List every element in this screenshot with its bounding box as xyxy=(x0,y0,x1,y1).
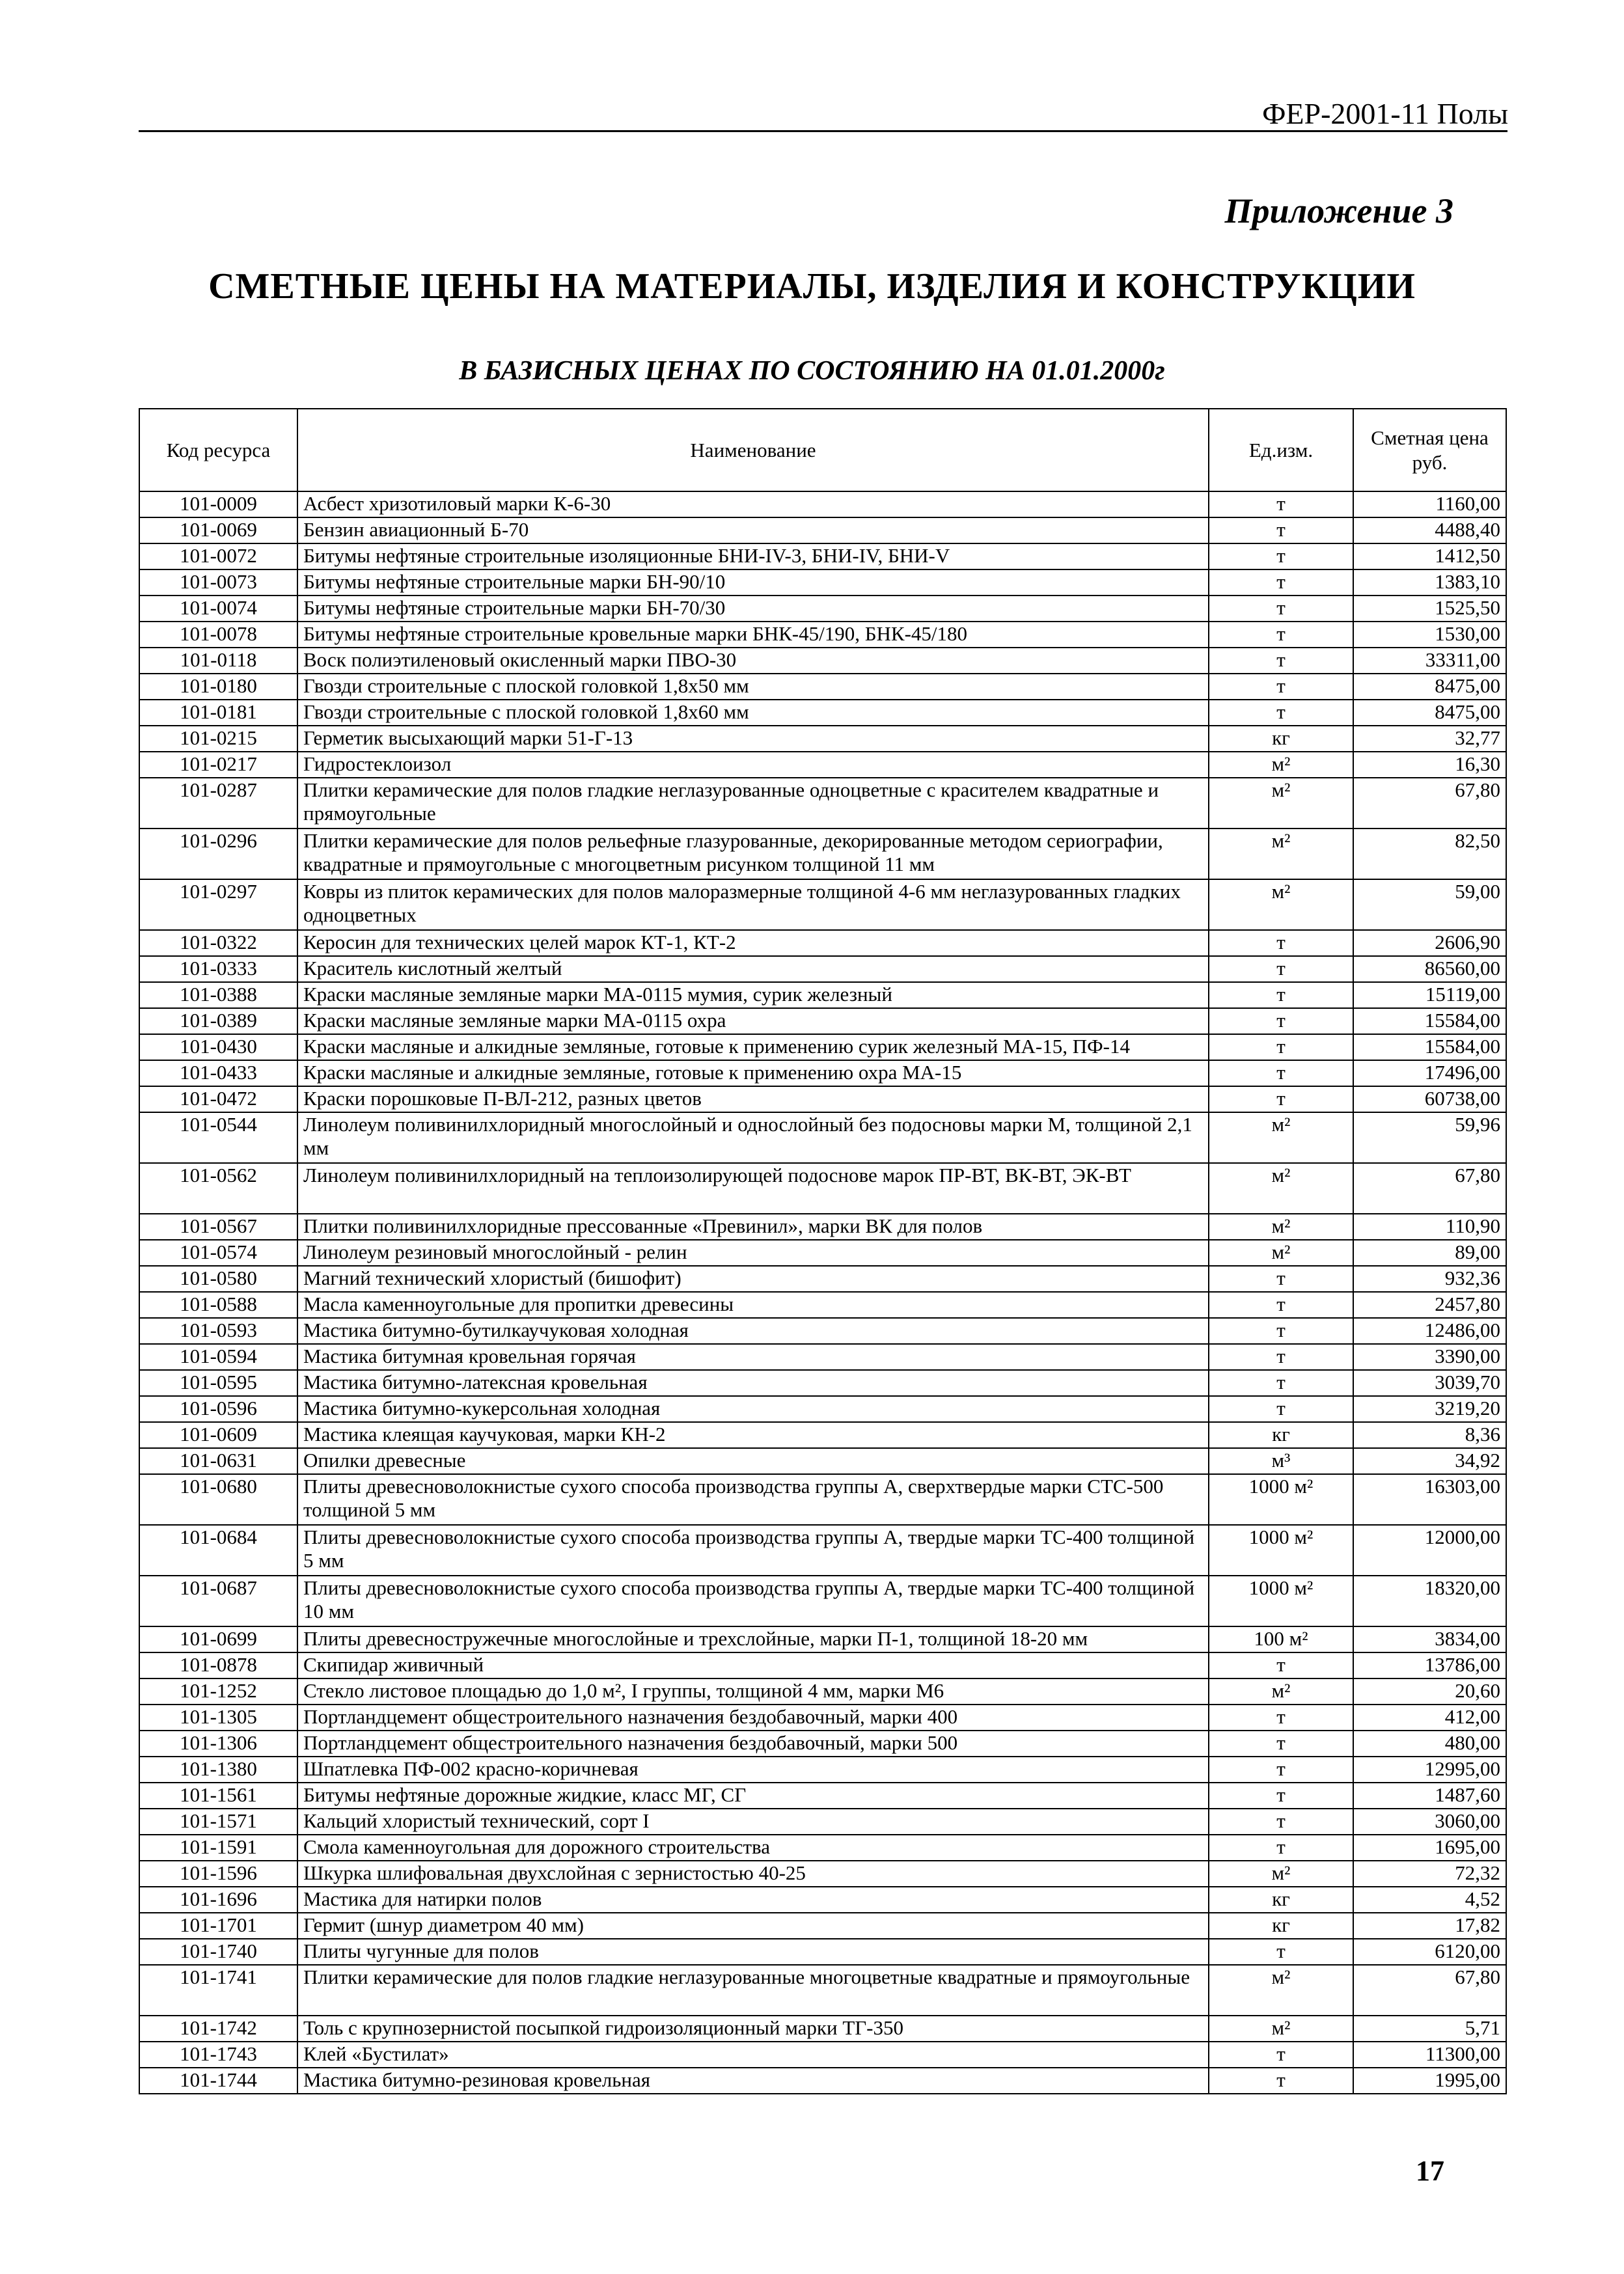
column-header-price: Сметная цена руб. xyxy=(1353,409,1506,491)
resource-code-cell: 101-1380 xyxy=(139,1757,297,1783)
table-row xyxy=(139,1887,1506,1913)
resource-code-cell: 101-1741 xyxy=(139,1965,297,2016)
resource-name-cell: Герметик высыхающий марки 51-Г-13 xyxy=(297,726,1209,752)
resource-name-cell: Линолеум поливинилхлоридный многослойный и однослойный без подосновы марки М, толщиной 2,1 мм xyxy=(297,1112,1209,1163)
resource-name-cell: Краски порошковые П-ВЛ-212, разных цветов xyxy=(297,1086,1209,1112)
unit-cell: т xyxy=(1209,700,1353,726)
resource-name-cell: Плиты древесноволокнистые сухого способа производства группы А, твердые марки ТС-400 толщиной 5 мм xyxy=(297,1525,1209,1576)
resource-name-cell: Гермит (шнур диаметром 40 мм) xyxy=(297,1913,1209,1939)
resource-name-cell: Ковры из плиток керамических для полов малоразмерные толщиной 4-6 мм неглазурованных гладких одноцветных xyxy=(297,879,1209,930)
resource-code-cell: 101-0118 xyxy=(139,648,297,674)
resource-code-cell: 101-0699 xyxy=(139,1626,297,1652)
unit-cell: т xyxy=(1209,1939,1353,1965)
unit-cell: т xyxy=(1209,543,1353,569)
unit-cell: т xyxy=(1209,1060,1353,1086)
unit-cell: т xyxy=(1209,1705,1353,1731)
table-row xyxy=(139,1266,1506,1292)
resource-code-cell: 101-1306 xyxy=(139,1731,297,1757)
price-cell: 1695,00 xyxy=(1353,1835,1506,1861)
table-row xyxy=(139,1112,1506,1163)
price-cell: 932,36 xyxy=(1353,1266,1506,1292)
price-cell: 1412,50 xyxy=(1353,543,1506,569)
table-row xyxy=(139,1060,1506,1086)
table-row xyxy=(139,1626,1506,1652)
resource-name-cell: Бензин авиационный Б-70 xyxy=(297,517,1209,543)
unit-cell: кг xyxy=(1209,726,1353,752)
resource-name-cell: Магний технический хлористый (бишофит) xyxy=(297,1266,1209,1292)
unit-cell: т xyxy=(1209,1344,1353,1370)
resource-name-cell: Битумы нефтяные дорожные жидкие, класс МГ, СГ xyxy=(297,1783,1209,1809)
price-cell: 3834,00 xyxy=(1353,1626,1506,1652)
table-row xyxy=(139,1318,1506,1344)
resource-name-cell: Плиты чугунные для полов xyxy=(297,1939,1209,1965)
resource-code-cell: 101-1740 xyxy=(139,1939,297,1965)
resource-name-cell: Битумы нефтяные строительные изоляционные БНИ-IV-3, БНИ-IV, БНИ-V xyxy=(297,543,1209,569)
resource-name-cell: Краски масляные и алкидные земляные, готовые к применению охра МА-15 xyxy=(297,1060,1209,1086)
price-cell: 67,80 xyxy=(1353,1163,1506,1214)
resource-code-cell: 101-0322 xyxy=(139,930,297,956)
column-header-unit: Ед.изм. xyxy=(1209,409,1353,491)
table-row xyxy=(139,1939,1506,1965)
table-row xyxy=(139,2068,1506,2094)
resource-code-cell: 101-0680 xyxy=(139,1474,297,1525)
resource-name-cell: Битумы нефтяные строительные марки БН-90/10 xyxy=(297,569,1209,596)
resource-name-cell: Краситель кислотный желтый xyxy=(297,956,1209,982)
price-cell: 20,60 xyxy=(1353,1678,1506,1705)
resource-code-cell: 101-0609 xyxy=(139,1422,297,1448)
price-cell: 4488,40 xyxy=(1353,517,1506,543)
price-cell: 13786,00 xyxy=(1353,1652,1506,1678)
unit-cell: 1000 м² xyxy=(1209,1525,1353,1576)
unit-cell: т xyxy=(1209,648,1353,674)
price-cell: 15584,00 xyxy=(1353,1034,1506,1060)
price-cell: 67,80 xyxy=(1353,778,1506,829)
unit-cell: т xyxy=(1209,622,1353,648)
table-row xyxy=(139,1292,1506,1318)
unit-cell: т xyxy=(1209,569,1353,596)
resource-name-cell: Мастика битумно-резиновая кровельная xyxy=(297,2068,1209,2094)
resource-code-cell: 101-0181 xyxy=(139,700,297,726)
unit-cell: т xyxy=(1209,1731,1353,1757)
resource-name-cell: Асбест хризотиловый марки К-6-30 xyxy=(297,491,1209,517)
resource-name-cell: Плитки керамические для полов гладкие неглазурованные многоцветные квадратные и прямоугольные xyxy=(297,1965,1209,2016)
resource-name-cell: Краски масляные земляные марки МА-0115 мумия, сурик железный xyxy=(297,982,1209,1008)
price-cell: 15119,00 xyxy=(1353,982,1506,1008)
resource-code-cell: 101-0430 xyxy=(139,1034,297,1060)
price-cell: 1160,00 xyxy=(1353,491,1506,517)
table-row xyxy=(139,1783,1506,1809)
unit-cell: т xyxy=(1209,982,1353,1008)
resource-name-cell: Стекло листовое площадью до 1,0 м², I группы, толщиной 4 мм, марки М6 xyxy=(297,1678,1209,1705)
unit-cell: т xyxy=(1209,1266,1353,1292)
resource-name-cell: Мастика клеящая каучуковая, марки КН-2 xyxy=(297,1422,1209,1448)
price-cell: 2606,90 xyxy=(1353,930,1506,956)
unit-cell: т xyxy=(1209,1809,1353,1835)
price-cell: 2457,80 xyxy=(1353,1292,1506,1318)
resource-name-cell: Мастика битумная кровельная горячая xyxy=(297,1344,1209,1370)
column-header-name: Наименование xyxy=(297,409,1209,491)
appendix-label: Приложение 3 xyxy=(1224,191,1453,230)
resource-name-cell: Гидростеклоизол xyxy=(297,752,1209,778)
price-cell: 412,00 xyxy=(1353,1705,1506,1731)
resource-code-cell: 101-1742 xyxy=(139,2016,297,2042)
resource-code-cell: 101-0296 xyxy=(139,829,297,879)
table-row xyxy=(139,1576,1506,1626)
resource-code-cell: 101-0287 xyxy=(139,778,297,829)
table-row xyxy=(139,1034,1506,1060)
price-cell: 1995,00 xyxy=(1353,2068,1506,2094)
resource-code-cell: 101-1561 xyxy=(139,1783,297,1809)
resource-code-cell: 101-0580 xyxy=(139,1266,297,1292)
resource-code-cell: 101-0072 xyxy=(139,543,297,569)
price-cell: 6120,00 xyxy=(1353,1939,1506,1965)
resource-code-cell: 101-0217 xyxy=(139,752,297,778)
price-cell: 3060,00 xyxy=(1353,1809,1506,1835)
unit-cell: 1000 м² xyxy=(1209,1576,1353,1626)
resource-name-cell: Краски масляные и алкидные земляные, готовые к применению сурик железный МА-15, ПФ-14 xyxy=(297,1034,1209,1060)
resource-code-cell: 101-0593 xyxy=(139,1318,297,1344)
unit-cell: м³ xyxy=(1209,1448,1353,1474)
price-cell: 12000,00 xyxy=(1353,1525,1506,1576)
price-cell: 16303,00 xyxy=(1353,1474,1506,1525)
unit-cell: т xyxy=(1209,1652,1353,1678)
table-row xyxy=(139,1861,1506,1887)
price-cell: 67,80 xyxy=(1353,1965,1506,2016)
unit-cell: м² xyxy=(1209,1163,1353,1214)
resource-name-cell: Плиты древесноволокнистые сухого способа производства группы А, твердые марки ТС-400 толщиной 10 мм xyxy=(297,1576,1209,1626)
table-row xyxy=(139,1835,1506,1861)
price-cell: 12486,00 xyxy=(1353,1318,1506,1344)
unit-cell: 1000 м² xyxy=(1209,1474,1353,1525)
price-cell: 60738,00 xyxy=(1353,1086,1506,1112)
resource-code-cell: 101-0180 xyxy=(139,674,297,700)
resource-name-cell: Плитки керамические для полов рельефные глазурованные, декорированные методом сериографии, квадратные и прямоугольные с многоцветным рисунком толщиной 11 мм xyxy=(297,829,1209,879)
table-row xyxy=(139,982,1506,1008)
resource-name-cell: Плиты древесноволокнистые сухого способа производства группы А, сверхтвердые марки СТС-500 толщиной 5 мм xyxy=(297,1474,1209,1525)
table-header-row xyxy=(139,409,1506,491)
resource-code-cell: 101-0333 xyxy=(139,956,297,982)
resource-name-cell: Гвозди строительные с плоской головкой 1,8х60 мм xyxy=(297,700,1209,726)
resource-code-cell: 101-0684 xyxy=(139,1525,297,1576)
price-cell: 86560,00 xyxy=(1353,956,1506,982)
resource-code-cell: 101-0574 xyxy=(139,1240,297,1266)
table-row xyxy=(139,491,1506,517)
resource-name-cell: Мастика битумно-латексная кровельная xyxy=(297,1370,1209,1396)
resource-code-cell: 101-0588 xyxy=(139,1292,297,1318)
resource-code-cell: 101-0544 xyxy=(139,1112,297,1163)
price-cell: 5,71 xyxy=(1353,2016,1506,2042)
unit-cell: т xyxy=(1209,491,1353,517)
unit-cell: т xyxy=(1209,1318,1353,1344)
resource-code-cell: 101-1743 xyxy=(139,2042,297,2068)
resource-name-cell: Шпатлевка ПФ-002 красно-коричневая xyxy=(297,1757,1209,1783)
price-cell: 18320,00 xyxy=(1353,1576,1506,1626)
resource-code-cell: 101-0433 xyxy=(139,1060,297,1086)
resource-name-cell: Кальций хлористый технический, сорт I xyxy=(297,1809,1209,1835)
unit-cell: т xyxy=(1209,674,1353,700)
price-cell: 1383,10 xyxy=(1353,569,1506,596)
table-row xyxy=(139,1652,1506,1678)
resource-code-cell: 101-0074 xyxy=(139,596,297,622)
price-cell: 3039,70 xyxy=(1353,1370,1506,1396)
resource-name-cell: Масла каменноугольные для пропитки древесины xyxy=(297,1292,1209,1318)
unit-cell: м² xyxy=(1209,879,1353,930)
resource-code-cell: 101-1744 xyxy=(139,2068,297,2094)
price-cell: 110,90 xyxy=(1353,1214,1506,1240)
resource-code-cell: 101-0297 xyxy=(139,879,297,930)
unit-cell: 100 м² xyxy=(1209,1626,1353,1652)
table-row xyxy=(139,1809,1506,1835)
unit-cell: т xyxy=(1209,596,1353,622)
price-cell: 59,00 xyxy=(1353,879,1506,930)
unit-cell: т xyxy=(1209,1370,1353,1396)
table-row xyxy=(139,1344,1506,1370)
resource-code-cell: 101-0215 xyxy=(139,726,297,752)
price-cell: 17496,00 xyxy=(1353,1060,1506,1086)
column-header-code: Код ресурса xyxy=(139,409,297,491)
price-cell: 34,92 xyxy=(1353,1448,1506,1474)
table-row xyxy=(139,2016,1506,2042)
table-row xyxy=(139,879,1506,930)
resource-name-cell: Битумы нефтяные строительные марки БН-70/30 xyxy=(297,596,1209,622)
table-row xyxy=(139,1008,1506,1034)
table-row xyxy=(139,648,1506,674)
unit-cell: кг xyxy=(1209,1887,1353,1913)
unit-cell: кг xyxy=(1209,1422,1353,1448)
resource-name-cell: Керосин для технических целей марок КТ-1, КТ-2 xyxy=(297,930,1209,956)
unit-cell: т xyxy=(1209,930,1353,956)
unit-cell: т xyxy=(1209,1034,1353,1060)
resource-code-cell: 101-0069 xyxy=(139,517,297,543)
unit-cell: т xyxy=(1209,1008,1353,1034)
table-row xyxy=(139,1214,1506,1240)
price-cell: 1487,60 xyxy=(1353,1783,1506,1809)
resource-code-cell: 101-0562 xyxy=(139,1163,297,1214)
price-cell: 11300,00 xyxy=(1353,2042,1506,2068)
unit-cell: м² xyxy=(1209,752,1353,778)
price-cell: 8475,00 xyxy=(1353,674,1506,700)
unit-cell: т xyxy=(1209,2042,1353,2068)
resource-code-cell: 101-0596 xyxy=(139,1396,297,1422)
resource-name-cell: Плиты древесностружечные многослойные и трехслойные, марки П-1, толщиной 18-20 мм xyxy=(297,1626,1209,1652)
price-cell: 12995,00 xyxy=(1353,1757,1506,1783)
price-cell: 32,77 xyxy=(1353,726,1506,752)
resource-name-cell: Портландцемент общестроительного назначения бездобавочный, марки 400 xyxy=(297,1705,1209,1731)
table-row xyxy=(139,1086,1506,1112)
resource-name-cell: Краски масляные земляные марки МА-0115 охра xyxy=(297,1008,1209,1034)
header-rule xyxy=(139,130,1507,132)
price-cell: 8,36 xyxy=(1353,1422,1506,1448)
table-row xyxy=(139,726,1506,752)
table-row xyxy=(139,1678,1506,1705)
resource-name-cell: Мастика битумно-кукерсольная холодная xyxy=(297,1396,1209,1422)
document-code: ФЕР-2001-11 Полы xyxy=(1262,97,1508,130)
resource-name-cell: Плитки керамические для полов гладкие неглазурованные одноцветные с красителем квадратные и прямоугольные xyxy=(297,778,1209,829)
table-row xyxy=(139,1705,1506,1731)
unit-cell: м² xyxy=(1209,2016,1353,2042)
unit-cell: м² xyxy=(1209,1678,1353,1705)
unit-cell: м² xyxy=(1209,829,1353,879)
unit-cell: кг xyxy=(1209,1913,1353,1939)
resource-name-cell: Мастика для натирки полов xyxy=(297,1887,1209,1913)
price-cell: 33311,00 xyxy=(1353,648,1506,674)
unit-cell: м² xyxy=(1209,1965,1353,2016)
unit-cell: м² xyxy=(1209,1861,1353,1887)
price-cell: 8475,00 xyxy=(1353,700,1506,726)
table-row xyxy=(139,1396,1506,1422)
resource-code-cell: 101-1252 xyxy=(139,1678,297,1705)
price-cell: 15584,00 xyxy=(1353,1008,1506,1034)
table-row xyxy=(139,1757,1506,1783)
page-title: СМЕТНЫЕ ЦЕНЫ НА МАТЕРИАЛЫ, ИЗДЕЛИЯ И КОНСТРУКЦИИ xyxy=(208,266,1416,307)
unit-cell: т xyxy=(1209,1086,1353,1112)
resource-code-cell: 101-1596 xyxy=(139,1861,297,1887)
unit-cell: т xyxy=(1209,1835,1353,1861)
resource-name-cell: Портландцемент общестроительного назначения бездобавочный, марки 500 xyxy=(297,1731,1209,1757)
price-cell: 72,32 xyxy=(1353,1861,1506,1887)
resource-code-cell: 101-0631 xyxy=(139,1448,297,1474)
table-row xyxy=(139,517,1506,543)
unit-cell: т xyxy=(1209,1396,1353,1422)
resource-name-cell: Линолеум резиновый многослойный - релин xyxy=(297,1240,1209,1266)
table-row xyxy=(139,2042,1506,2068)
page-subtitle: В БАЗИСНЫХ ЦЕНАХ ПО СОСТОЯНИЮ НА 01.01.2000г xyxy=(459,356,1165,386)
table-row xyxy=(139,1525,1506,1576)
unit-cell: т xyxy=(1209,2068,1353,2094)
table-row xyxy=(139,543,1506,569)
unit-cell: т xyxy=(1209,517,1353,543)
price-cell: 17,82 xyxy=(1353,1913,1506,1939)
resource-name-cell: Линолеум поливинилхлоридный на теплоизолирующей подоснове марок ПР-ВТ, ВК-ВТ, ЭК-ВТ xyxy=(297,1163,1209,1214)
table-row xyxy=(139,1422,1506,1448)
unit-cell: м² xyxy=(1209,1214,1353,1240)
resource-code-cell: 101-0073 xyxy=(139,569,297,596)
table-row xyxy=(139,622,1506,648)
table-row xyxy=(139,1240,1506,1266)
resource-name-cell: Битумы нефтяные строительные кровельные марки БНК-45/190, БНК-45/180 xyxy=(297,622,1209,648)
resource-code-cell: 101-0009 xyxy=(139,491,297,517)
resource-name-cell: Опилки древесные xyxy=(297,1448,1209,1474)
price-cell: 3219,20 xyxy=(1353,1396,1506,1422)
table-row xyxy=(139,1965,1506,2016)
price-cell: 1530,00 xyxy=(1353,622,1506,648)
unit-cell: т xyxy=(1209,1757,1353,1783)
page-number: 17 xyxy=(1416,2155,1444,2187)
unit-cell: м² xyxy=(1209,1240,1353,1266)
price-cell: 3390,00 xyxy=(1353,1344,1506,1370)
table-row xyxy=(139,1474,1506,1525)
resource-code-cell: 101-1305 xyxy=(139,1705,297,1731)
resource-code-cell: 101-1696 xyxy=(139,1887,297,1913)
unit-cell: м² xyxy=(1209,778,1353,829)
resource-name-cell: Скипидар живичный xyxy=(297,1652,1209,1678)
table-row xyxy=(139,1731,1506,1757)
table-row xyxy=(139,569,1506,596)
resource-code-cell: 101-0687 xyxy=(139,1576,297,1626)
unit-cell: т xyxy=(1209,1783,1353,1809)
resource-code-cell: 101-1701 xyxy=(139,1913,297,1939)
price-cell: 1525,50 xyxy=(1353,596,1506,622)
price-table xyxy=(139,408,1507,2094)
price-cell: 480,00 xyxy=(1353,1731,1506,1757)
resource-name-cell: Клей «Бустилат» xyxy=(297,2042,1209,2068)
resource-name-cell: Смола каменноугольная для дорожного строительства xyxy=(297,1835,1209,1861)
resource-name-cell: Гвозди строительные с плоской головкой 1,8х50 мм xyxy=(297,674,1209,700)
price-cell: 16,30 xyxy=(1353,752,1506,778)
unit-cell: м² xyxy=(1209,1112,1353,1163)
resource-code-cell: 101-0878 xyxy=(139,1652,297,1678)
table-row xyxy=(139,1448,1506,1474)
resource-code-cell: 101-0472 xyxy=(139,1086,297,1112)
unit-cell: т xyxy=(1209,956,1353,982)
resource-code-cell: 101-0388 xyxy=(139,982,297,1008)
resource-name-cell: Шкурка шлифовальная двухслойная с зернистостью 40-25 xyxy=(297,1861,1209,1887)
table-row xyxy=(139,596,1506,622)
resource-code-cell: 101-1591 xyxy=(139,1835,297,1861)
resource-name-cell: Мастика битумно-бутилкаучуковая холодная xyxy=(297,1318,1209,1344)
unit-cell: т xyxy=(1209,1292,1353,1318)
table-row xyxy=(139,778,1506,829)
table-row xyxy=(139,1913,1506,1939)
table-row xyxy=(139,1370,1506,1396)
resource-name-cell: Толь с крупнозернистой посыпкой гидроизоляционный марки ТГ-350 xyxy=(297,2016,1209,2042)
resource-code-cell: 101-0594 xyxy=(139,1344,297,1370)
table-row xyxy=(139,1163,1506,1214)
price-cell: 4,52 xyxy=(1353,1887,1506,1913)
table-body xyxy=(139,491,1506,2094)
resource-name-cell: Воск полиэтиленовый окисленный марки ПВО-30 xyxy=(297,648,1209,674)
price-cell: 82,50 xyxy=(1353,829,1506,879)
table-row xyxy=(139,752,1506,778)
price-cell: 89,00 xyxy=(1353,1240,1506,1266)
table-row xyxy=(139,674,1506,700)
resource-name-cell: Плитки поливинилхлоридные прессованные «Превинил», марки ВК для полов xyxy=(297,1214,1209,1240)
table-row xyxy=(139,956,1506,982)
table-row xyxy=(139,930,1506,956)
price-cell: 59,96 xyxy=(1353,1112,1506,1163)
table-row xyxy=(139,700,1506,726)
resource-code-cell: 101-0389 xyxy=(139,1008,297,1034)
resource-code-cell: 101-1571 xyxy=(139,1809,297,1835)
resource-code-cell: 101-0567 xyxy=(139,1214,297,1240)
resource-code-cell: 101-0078 xyxy=(139,622,297,648)
table-row xyxy=(139,829,1506,879)
resource-code-cell: 101-0595 xyxy=(139,1370,297,1396)
